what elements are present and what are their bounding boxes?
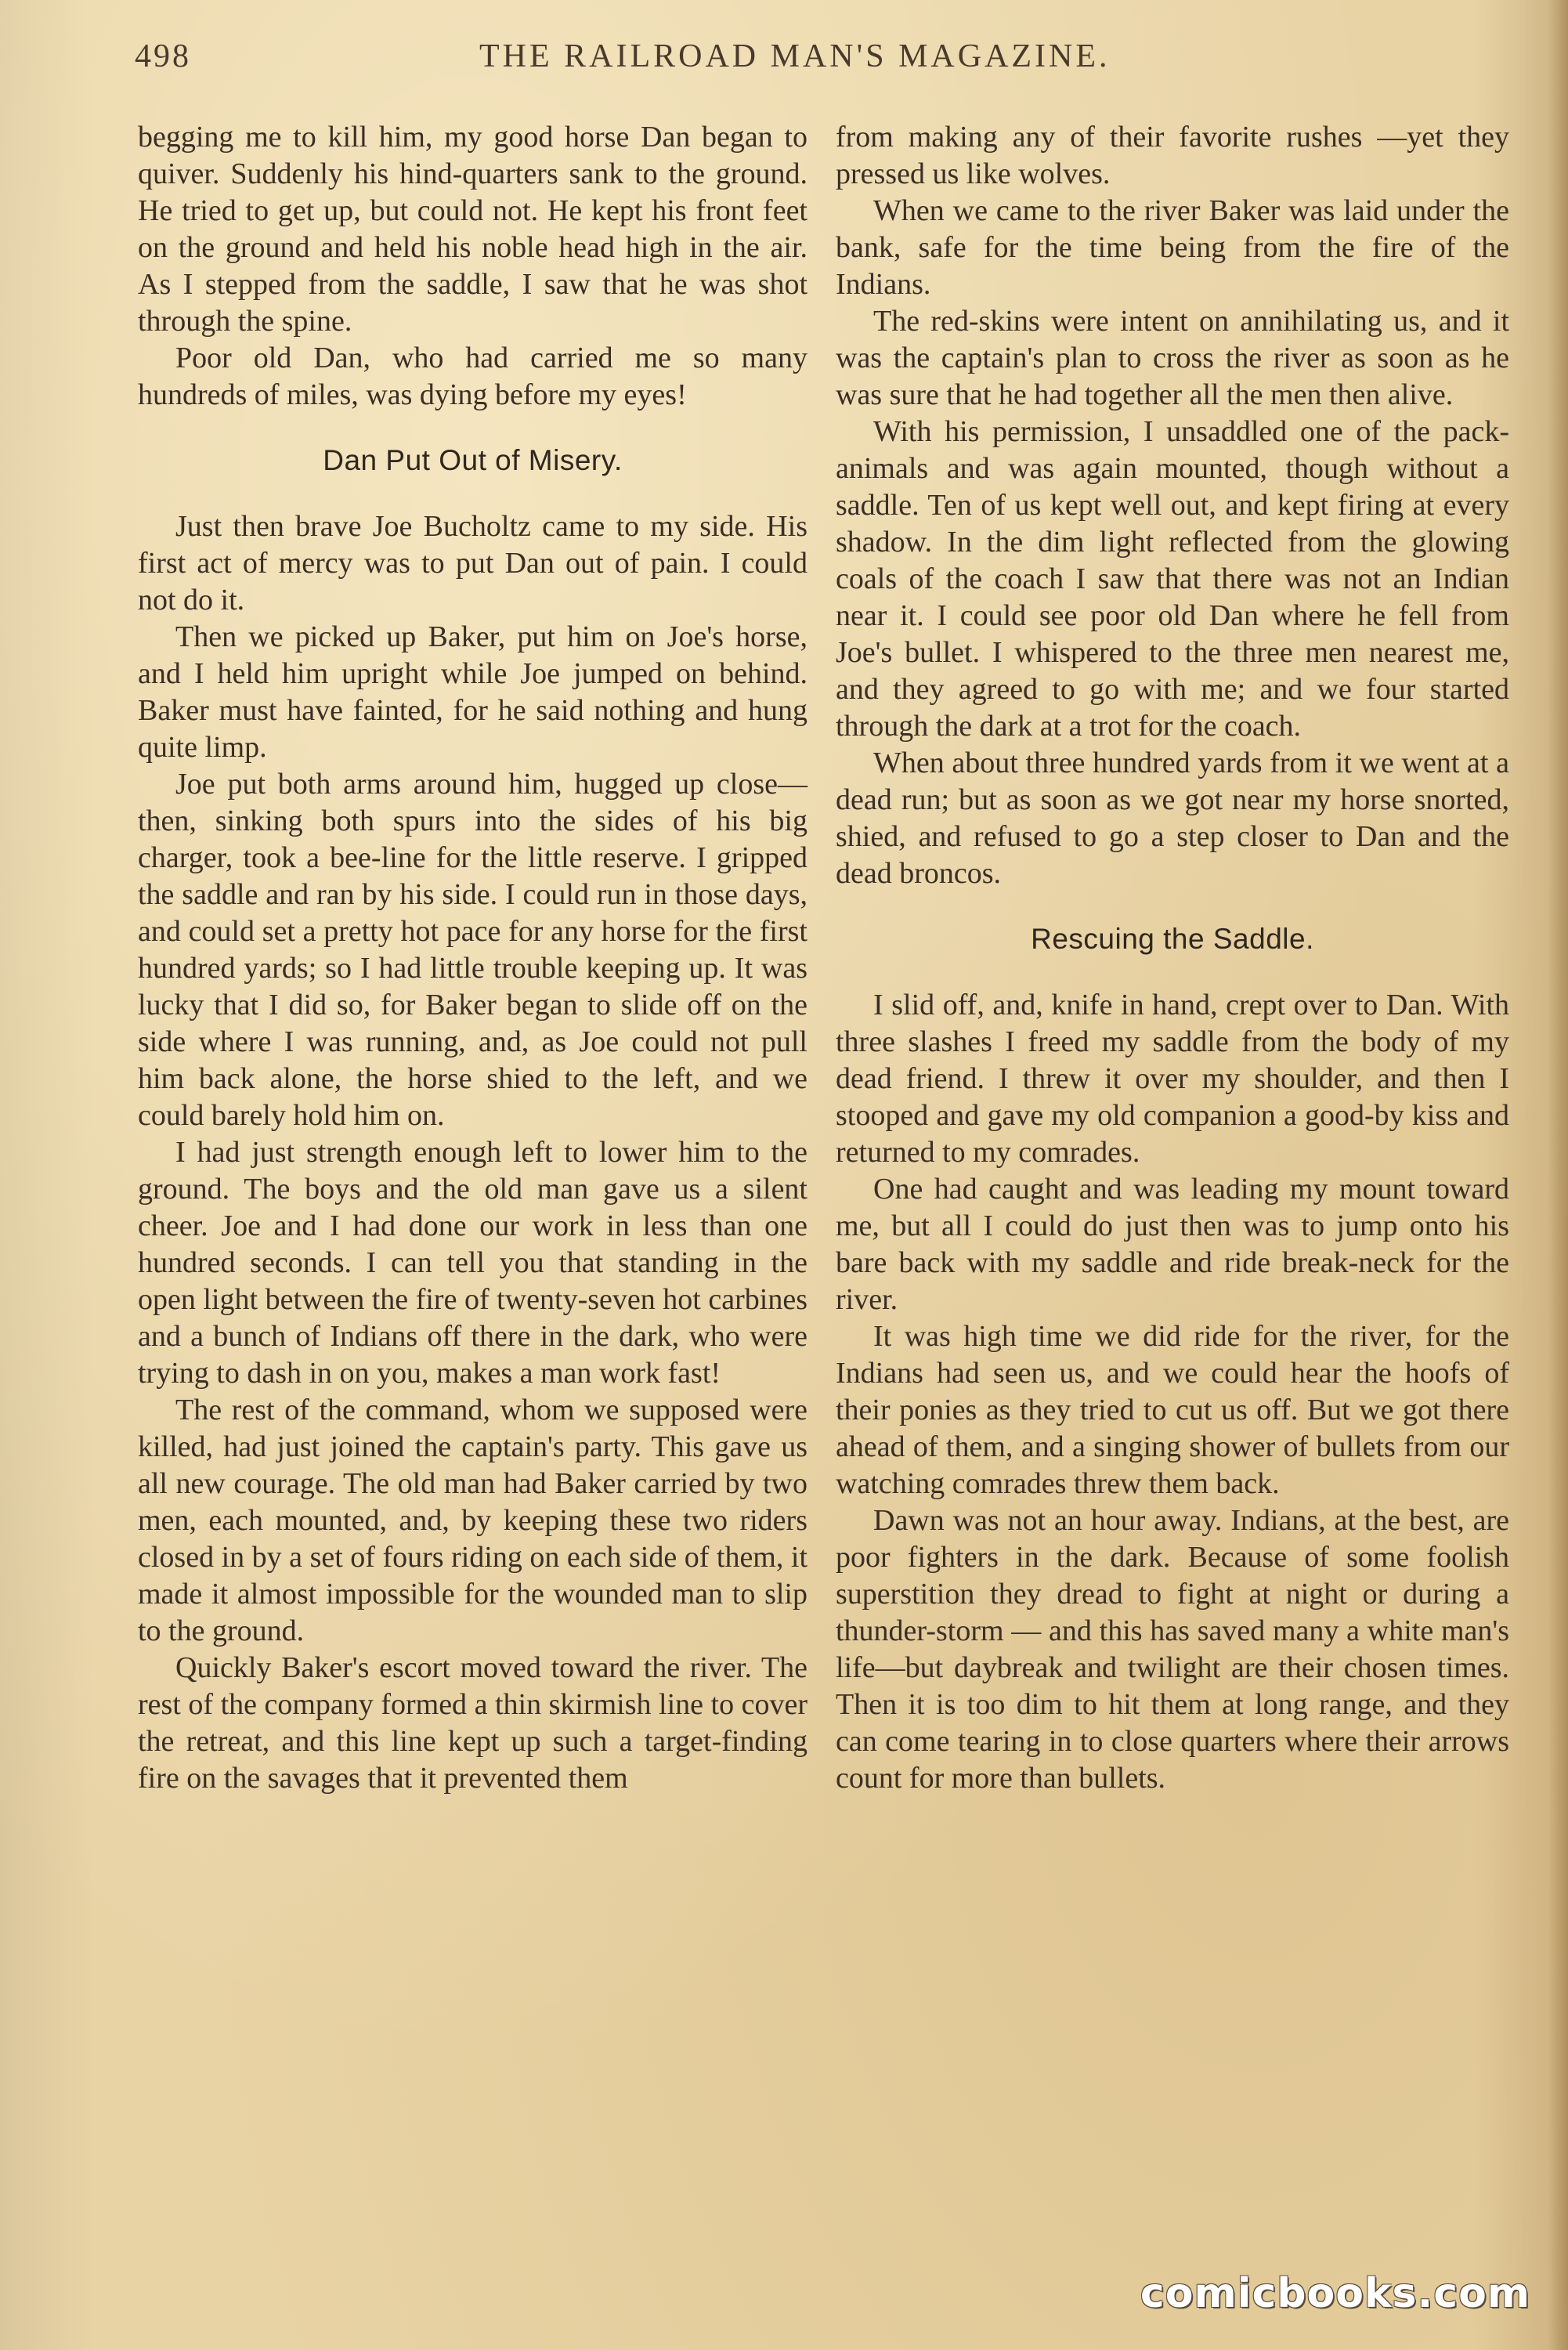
running-head: THE RAILROAD MAN'S MAGAZINE. <box>479 38 1111 74</box>
paragraph: I had just strength enough left to lower him to the ground. The boys and the old man gave us a silent cheer. Joe and I had done our work in less than one hundred seconds. I can tell you that standing in the open light between the fire of twenty-seven hot carbines and a bunch of Indians off there in the dark, who were trying to dash in on you, makes a man work fast! <box>138 1136 807 1390</box>
paragraph: The red-skins were intent on annihilating us, and it was the captain's plan to cross the river as soon as he was sure that he had together all the men then alive. <box>836 305 1509 411</box>
paragraph: Quickly Baker's escort moved toward the river. The rest of the company formed a thin skirmish line to cover the retreat, and this line kept up such a target-finding fire on the savages that it prevented them <box>138 1651 807 1795</box>
paragraph: Dawn was not an hour away. Indians, at the best, are poor fighters in the dark. Because of some foolish superstition they dread to fight at night or during a thunder-storm — and this has saved many a white man's life—but daybreak and twilight are their chosen times. Then it is too dim to hit them at long range, and they can come tearing in to close quarters where their arrows count for more than bullets. <box>836 1504 1509 1795</box>
section-heading: Dan Put Out of Misery. <box>323 444 623 476</box>
paragraph: begging me to kill him, my good horse Dan began to quiver. Suddenly his hind-quarters sank to the ground. He tried to get up, but could not. He kept his front feet on the ground and held his noble head high in the air. As I stepped from the saddle, I saw that he was shot through the spine. <box>138 121 807 338</box>
paragraph: One had caught and was leading my mount toward me, but all I could do just then was to jump onto his bare back with my saddle and ride break-neck for the river. <box>836 1173 1509 1316</box>
left-column <box>138 119 807 1797</box>
paragraph: When we came to the river Baker was laid under the bank, safe for the time being from the fire of the Indians. <box>836 194 1509 301</box>
right-column <box>836 119 1509 1797</box>
paragraph: The rest of the command, whom we supposed were killed, had just joined the captain's party. This gave us all new courage. The old man had Baker carried by two men, each mounted, and, by keeping these two riders closed in by a set of fours riding on each side of them, it made it almost impossible for the wounded man to slip to the ground. <box>138 1394 807 1647</box>
paragraph: Just then brave Joe Bucholtz came to my side. His first act of mercy was to put Dan out of pain. I could not do it. <box>138 510 807 616</box>
page-edge-shadow <box>1548 0 1568 2350</box>
section-heading: Rescuing the Saddle. <box>1031 923 1314 955</box>
paragraph: Then we picked up Baker, put him on Joe's horse, and I held him upright while Joe jumped on behind. Baker must have fainted, for he said nothing and hung quite limp. <box>138 620 807 764</box>
paragraph: When about three hundred yards from it we went at a dead run; but as soon as we got near my horse snorted, shied, and refused to go a step closer to Dan and the dead broncos. <box>836 747 1509 890</box>
paragraph: from making any of their favorite rushes —yet they pressed us like wolves. <box>836 121 1509 190</box>
paragraph: Poor old Dan, who had carried me so many hundreds of miles, was dying before my eyes! <box>138 342 807 411</box>
paragraph: With his permission, I unsaddled one of the pack-animals and was again mounted, though without a saddle. Ten of us kept well out, and kept firing at every shadow. In the dim light reflected from the glowing coals of the coach I saw that there was not an Indian near it. I could see poor old Dan where he fell from Joe's bullet. I whispered to the three men nearest me, and they agreed to go with me; and we four started through the dark at a trot for the coach. <box>836 415 1509 743</box>
page-header <box>135 38 1537 85</box>
paragraph: I slid off, and, knife in hand, crept over to Dan. With three slashes I freed my saddle from the body of my dead friend. I threw it over my shoulder, and then I stooped and gave my old companion a good-by kiss and returned to my comrades. <box>836 989 1509 1169</box>
page-number: 498 <box>135 38 191 74</box>
paragraph: Joe put both arms around him, hugged up close—then, sinking both spurs into the sides of his big charger, took a bee-line for the little reserve. I gripped the saddle and ran by his side. I could run in those days, and could set a pretty hot pace for any horse for the first hundred yards; so I had little trouble keeping up. It was lucky that I did so, for Baker began to slide off on the side where I was running, and, as Joe could not pull him back alone, the horse shied to the left, and we could barely hold him on. <box>138 768 807 1132</box>
watermark-logo: comicbooks.com <box>1140 2270 1530 2317</box>
paragraph: It was high time we did ride for the river, for the Indians had seen us, and we could hear the hoofs of their ponies as they tried to cut us off. But we got there ahead of them, and a singing shower of bullets from our watching comrades threw them back. <box>836 1320 1509 1500</box>
